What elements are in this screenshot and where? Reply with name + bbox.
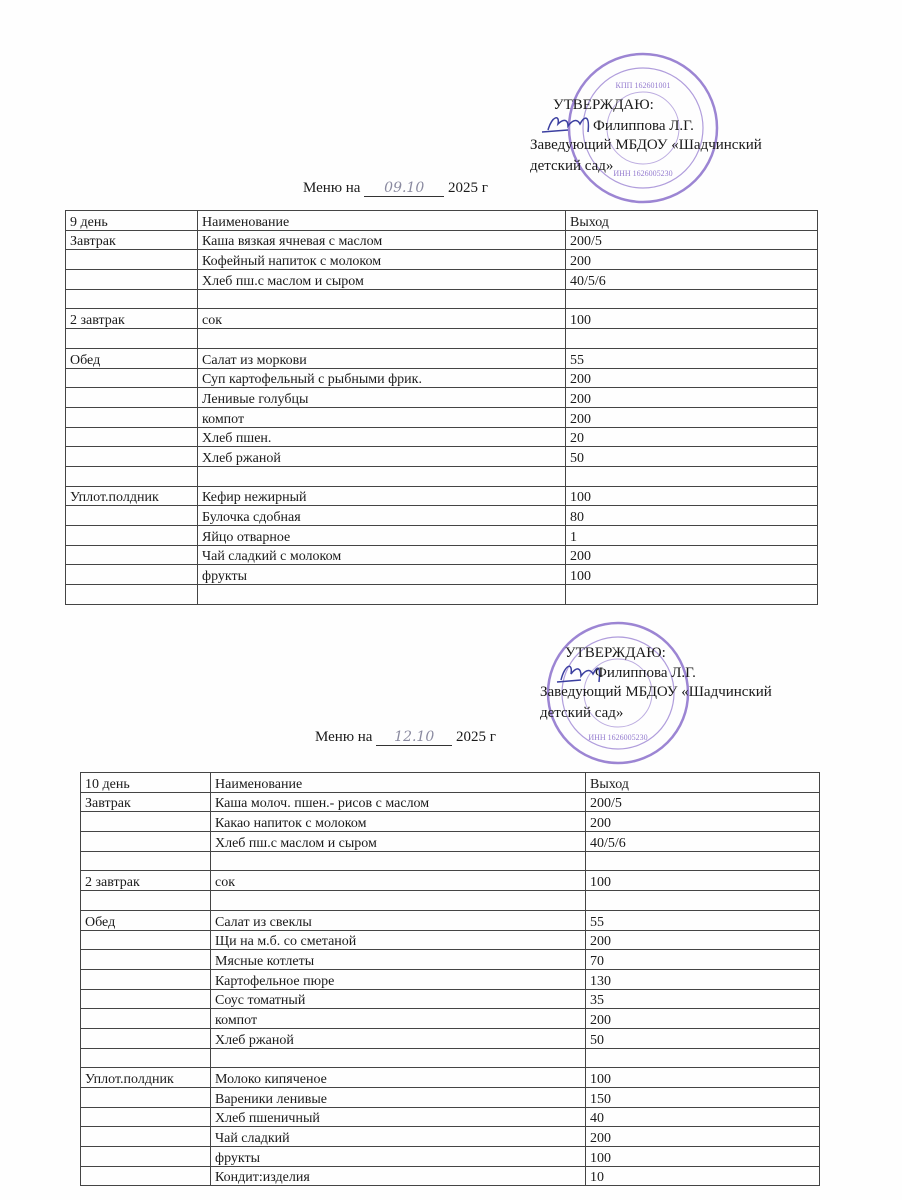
meal-cell: Завтрак <box>66 230 198 250</box>
meal-cell <box>66 506 198 526</box>
meal-cell: Уплот.полдник <box>81 1068 211 1088</box>
approver-position: Заведующий МБДОУ «Шадчинский <box>540 684 772 700</box>
meal-cell <box>81 969 211 989</box>
portion-cell: 50 <box>586 1028 820 1048</box>
meal-cell <box>66 427 198 447</box>
table-row <box>66 309 818 329</box>
table-row <box>66 329 818 349</box>
meal-cell: 2 завтрак <box>81 871 211 891</box>
table-row <box>81 1166 820 1186</box>
svg-text:ИНН 1626005230: ИНН 1626005230 <box>588 733 648 742</box>
table-row <box>81 871 820 891</box>
portion-cell: 20 <box>566 427 818 447</box>
dish-cell: компот <box>211 1009 586 1029</box>
table-row <box>81 832 820 852</box>
portion-cell: 130 <box>586 969 820 989</box>
portion-cell: Выход <box>566 211 818 231</box>
dish-cell: Булочка сдобная <box>198 506 566 526</box>
dish-cell: Кофейный напиток с молоком <box>198 250 566 270</box>
portion-cell: 200 <box>566 388 818 408</box>
meal-cell <box>81 1127 211 1147</box>
meal-cell <box>81 1088 211 1108</box>
table-row <box>66 388 818 408</box>
approver-org: детский сад» <box>530 158 614 174</box>
menu-year: 2025 г <box>447 180 488 196</box>
table-row <box>81 989 820 1009</box>
portion-cell: 100 <box>586 1068 820 1088</box>
dish-cell: фрукты <box>211 1147 586 1167</box>
table-row <box>81 1048 820 1068</box>
menu-table-day-9 <box>65 210 818 605</box>
meal-cell: Уплот.полдник <box>66 486 198 506</box>
table-row <box>66 230 818 250</box>
portion-cell: 100 <box>566 565 818 585</box>
table-row <box>81 950 820 970</box>
portion-cell: 100 <box>566 486 818 506</box>
table-row <box>66 250 818 270</box>
table-header-row <box>81 773 820 793</box>
table-row <box>81 930 820 950</box>
dish-cell: Салат из моркови <box>198 348 566 368</box>
meal-cell <box>66 545 198 565</box>
meal-cell <box>81 812 211 832</box>
dish-cell: Молоко кипяченое <box>211 1068 586 1088</box>
portion-cell <box>586 1048 820 1068</box>
table-row <box>81 1147 820 1167</box>
dish-cell <box>198 329 566 349</box>
dish-cell: Каша молоч. пшен.- рисов с маслом <box>211 792 586 812</box>
dish-cell <box>198 585 566 605</box>
meal-cell <box>81 1028 211 1048</box>
dish-cell <box>198 289 566 309</box>
portion-cell: 200 <box>566 368 818 388</box>
meal-cell <box>81 891 211 911</box>
portion-cell: 100 <box>586 1147 820 1167</box>
portion-cell: 80 <box>566 506 818 526</box>
table-row <box>81 1107 820 1127</box>
dish-cell: сок <box>198 309 566 329</box>
portion-cell <box>566 289 818 309</box>
table-row <box>66 427 818 447</box>
portion-cell <box>586 851 820 871</box>
table-row <box>66 585 818 605</box>
meal-cell <box>81 1107 211 1127</box>
portion-cell: 200/5 <box>566 230 818 250</box>
portion-cell: 55 <box>566 348 818 368</box>
table-row <box>81 1009 820 1029</box>
portion-cell: 200 <box>566 545 818 565</box>
table-row <box>81 1028 820 1048</box>
portion-cell: 40 <box>586 1107 820 1127</box>
approver-org: детский сад» <box>540 705 624 721</box>
meal-cell <box>81 832 211 852</box>
dish-cell: Какао напиток с молоком <box>211 812 586 832</box>
dish-cell: Хлеб пшен. <box>198 427 566 447</box>
dish-cell: Ленивые голубцы <box>198 388 566 408</box>
dish-cell: Наименование <box>211 773 586 793</box>
table-row <box>81 1127 820 1147</box>
dish-cell <box>211 1048 586 1068</box>
menu-year: 2025 г <box>455 729 496 745</box>
dish-cell: Хлеб ржаной <box>211 1028 586 1048</box>
portion-cell: 200 <box>586 812 820 832</box>
table-row <box>66 545 818 565</box>
meal-cell <box>66 407 198 427</box>
portion-cell <box>566 329 818 349</box>
dish-cell: Щи на м.б. со сметаной <box>211 930 586 950</box>
table-row <box>66 447 818 467</box>
portion-cell: Выход <box>586 773 820 793</box>
table-row <box>66 348 818 368</box>
meal-cell <box>66 329 198 349</box>
dish-cell <box>211 891 586 911</box>
portion-cell: 200 <box>586 930 820 950</box>
table-row <box>66 506 818 526</box>
dish-cell: фрукты <box>198 565 566 585</box>
portion-cell: 55 <box>586 910 820 930</box>
portion-cell: 150 <box>586 1088 820 1108</box>
signature-icon <box>538 112 594 136</box>
table-row <box>81 812 820 832</box>
meal-cell: Завтрак <box>81 792 211 812</box>
dish-cell: Каша вязкая ячневая с маслом <box>198 230 566 250</box>
dish-cell: Чай сладкий <box>211 1127 586 1147</box>
table-row <box>81 969 820 989</box>
meal-cell <box>66 447 198 467</box>
svg-text:ИНН 1626005230: ИНН 1626005230 <box>613 169 673 178</box>
portion-cell: 100 <box>586 871 820 891</box>
portion-cell <box>586 891 820 911</box>
meal-cell: Обед <box>66 348 198 368</box>
meal-cell <box>66 250 198 270</box>
svg-text:КПП 162601001: КПП 162601001 <box>615 81 671 90</box>
portion-cell: 200/5 <box>586 792 820 812</box>
approver-name: Филиппова Л.Г. <box>593 118 694 134</box>
table-row <box>66 289 818 309</box>
meal-cell <box>66 466 198 486</box>
approve-title: УТВЕРЖДАЮ: <box>565 645 666 661</box>
portion-cell <box>566 466 818 486</box>
dish-cell: Кондит:изделия <box>211 1166 586 1186</box>
dish-cell: Яйцо отварное <box>198 526 566 546</box>
dish-cell: Хлеб пшеничный <box>211 1107 586 1127</box>
portion-cell: 35 <box>586 989 820 1009</box>
dish-cell: Чай сладкий с молоком <box>198 545 566 565</box>
dish-cell: Вареники ленивые <box>211 1088 586 1108</box>
meal-cell <box>81 1009 211 1029</box>
meal-cell <box>66 289 198 309</box>
dish-cell: Салат из свеклы <box>211 910 586 930</box>
portion-cell: 40/5/6 <box>566 270 818 290</box>
dish-cell <box>198 466 566 486</box>
menu-date: 12.10 <box>376 729 452 746</box>
meal-cell <box>81 930 211 950</box>
meal-cell <box>66 526 198 546</box>
dish-cell: сок <box>211 871 586 891</box>
portion-cell: 10 <box>586 1166 820 1186</box>
table-header-row <box>66 211 818 231</box>
meal-cell: 9 день <box>66 211 198 231</box>
dish-cell: компот <box>198 407 566 427</box>
table-row <box>81 1068 820 1088</box>
portion-cell: 200 <box>586 1009 820 1029</box>
meal-cell <box>81 1166 211 1186</box>
dish-cell: Суп картофельный с рыбными фрик. <box>198 368 566 388</box>
meal-cell: 2 завтрак <box>66 309 198 329</box>
dish-cell: Хлеб пш.с маслом и сыром <box>198 270 566 290</box>
dish-cell: Кефир нежирный <box>198 486 566 506</box>
table-row <box>66 270 818 290</box>
menu-title <box>315 729 496 746</box>
portion-cell <box>566 585 818 605</box>
table-row <box>66 368 818 388</box>
dish-cell <box>211 851 586 871</box>
dish-cell: Картофельное пюре <box>211 969 586 989</box>
table-row <box>66 407 818 427</box>
meal-cell <box>66 368 198 388</box>
table-row <box>81 891 820 911</box>
dish-cell: Хлеб пш.с маслом и сыром <box>211 832 586 852</box>
meal-cell: 10 день <box>81 773 211 793</box>
portion-cell: 40/5/6 <box>586 832 820 852</box>
meal-cell <box>66 270 198 290</box>
portion-cell: 50 <box>566 447 818 467</box>
meal-cell <box>81 1147 211 1167</box>
menu-title-prefix: Меню на <box>303 180 361 196</box>
meal-cell <box>81 950 211 970</box>
approver-name: Филиппова Л.Г. <box>595 665 696 681</box>
table-row <box>66 486 818 506</box>
approve-title: УТВЕРЖДАЮ: <box>553 97 654 113</box>
portion-cell: 200 <box>566 407 818 427</box>
menu-date: 09.10 <box>364 180 444 197</box>
table-row <box>81 792 820 812</box>
menu-title <box>303 180 488 197</box>
table-row <box>81 1088 820 1108</box>
dish-cell: Соус томатный <box>211 989 586 1009</box>
table-row <box>66 565 818 585</box>
table-row <box>66 526 818 546</box>
menu-table-day-10 <box>80 772 820 1186</box>
dish-cell: Наименование <box>198 211 566 231</box>
meal-cell <box>81 851 211 871</box>
approver-position: Заведующий МБДОУ «Шадчинский <box>530 137 762 153</box>
meal-cell <box>81 989 211 1009</box>
meal-cell <box>66 388 198 408</box>
portion-cell: 200 <box>586 1127 820 1147</box>
meal-cell <box>81 1048 211 1068</box>
portion-cell: 1 <box>566 526 818 546</box>
menu-title-prefix: Меню на <box>315 729 373 745</box>
table-row <box>81 910 820 930</box>
table-row <box>81 851 820 871</box>
portion-cell: 70 <box>586 950 820 970</box>
meal-cell: Обед <box>81 910 211 930</box>
portion-cell: 100 <box>566 309 818 329</box>
meal-cell <box>66 565 198 585</box>
dish-cell: Хлеб ржаной <box>198 447 566 467</box>
dish-cell: Мясные котлеты <box>211 950 586 970</box>
meal-cell <box>66 585 198 605</box>
portion-cell: 200 <box>566 250 818 270</box>
table-row <box>66 466 818 486</box>
